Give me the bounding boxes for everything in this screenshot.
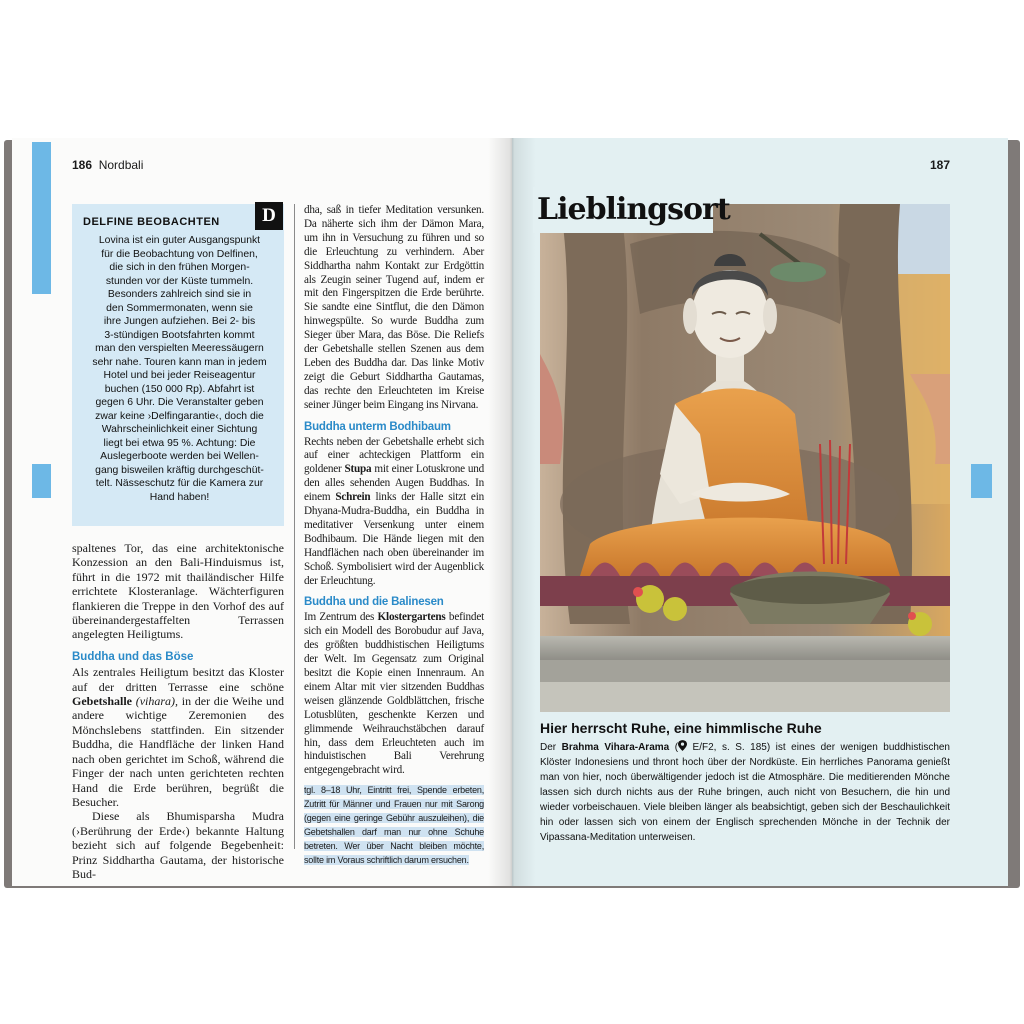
infobox-line: Auslegerboote werden bei Wellen-	[100, 451, 259, 462]
paragraph-klostergarten: Im Zentrum des Klostergartens befindet sich ein Modell des Borobudur auf Java, des größten buddhistischen Heiligtums der Welt. Im Gegensatz zum Original besitzt die Kopie einen Innenraum. An einem Altar mit vier sitzenden Buddhas weisen glänzende Goldblättchen, frische Lotusblüten, geschenkte Kerzen und glimmende Weihrauchstäbchen darauf hin, dass dem Erleuchteten auch im hinduistischen Bali Verehrung entgegengebracht wird.	[304, 611, 484, 777]
infobox-line: für die Beobachtung von Delfinen,	[101, 248, 258, 260]
infobox-line: stunden vor der Küste tummeln.	[105, 275, 254, 287]
infobox-line: liegt bei etwa 95 %. Achtung: Die	[103, 437, 256, 449]
thumb-tab-top	[32, 142, 51, 294]
infobox-line: man den verspielten Meeressäugern	[95, 343, 264, 354]
thumb-tab-middle	[32, 464, 51, 498]
infobox-line: buchen (150 000 Rp). Abfahrt ist	[104, 383, 255, 395]
heading-bodhibaum: Buddha unterm Bodhibaum	[304, 420, 451, 433]
lieblingsort-banner: Lieblingsort	[533, 187, 713, 233]
page-number-right: 187	[930, 158, 951, 172]
paragraph-mara: dha, saß in tiefer Meditation versunken. Da näherte sich ihm der Dämon Mara, um ihn in Versuchung zu führen und so die Erleuchtung zu verhindern. Aber Siddhartha nahm Kontakt zur Erdgöttin als Zeugin seiner Tugend auf, indem er mit den Fingerspitzen die Erde berührte. Sie sandte eine Sintflut, die den Dämon hinwegspülte. So wurde Buddha zum Sieger über Mara, das Böse. Die Reliefs der Gebetshalle stellen Szenen aus dem Leben des Buddha dar. Das linke Motiv zeigt die Geburt Siddhartha Gautamas, das rechte den Erleuchteten im Kreise seiner Jünger beim Eingang ins Nirvana.	[304, 204, 484, 411]
infobox-line: Wahrscheinlichkeit einer Sichtung	[101, 424, 258, 435]
page-number-left: 186	[72, 158, 93, 172]
infobox-dolphins	[72, 204, 284, 526]
place-name: Brahma Vihara-Arama	[561, 742, 670, 753]
heading-balinesen: Buddha und die Balinesen	[304, 596, 444, 609]
paragraph-stupa: Rechts neben der Gebetshalle erhebt sich auf einer achteckigen Plattform ein goldener Stupa mit einer Lotuskrone und den alles sehenden Augen Buddhas. In einem Schrein links der Halle sitzt ein Dhyana-Mudra-Buddha, ein Buddha in meditativer Versenkung unter einem Bodhibaum. Die Hände liegen mit den Handflächen nach oben übereinander im Schoß. Symbolisiert wird der Augenblick der Erleuchtung.	[304, 435, 484, 587]
heading-buddha-boese: Buddha und das Böse	[72, 650, 194, 663]
buddha-photo	[540, 204, 950, 712]
infobox-line: die sich in den frühen Morgen-	[109, 262, 250, 273]
buddha-statue-image	[540, 204, 950, 712]
infobox-line: Lovina ist ein guter Ausgangspunkt	[98, 235, 261, 246]
paragraph-mudra: Diese als Bhumisparsha Mudra (›Berührung der Erde‹) bekannte Haltung bezieht sich auf folgende Begebenheit: Prinz Siddhartha Gautama, der historische Bud-	[72, 809, 284, 881]
thumb-tab-right	[971, 464, 992, 498]
left-folio	[72, 158, 143, 172]
section-title: Nordbali	[98, 158, 144, 172]
map-pin-icon	[678, 740, 687, 751]
caption-text: Der Brahma Vihara-Arama ( E/F2, s. S. 185) ist eines der wenigen buddhistischen Klöster Indonesiens und thront hoch über der Nordküste. Ein herrliches Panorama genießt man von hier, noch überwältigender jedoch ist die Atmosphäre. Die meditierenden Mönche lassen sich durch nichts aus der Ruhe bringen, auch nicht von Besuchern, die hin und wieder vorbeischauen. Viele bleiben länger als beabsichtigt, geben sich der Beschaulichkeit hin oder lassen sich von einem der Englisch sprechenden Mönche in der Technik der Vipassana-Meditation unterweisen.	[540, 742, 950, 843]
infobox-line: den Sommermonaten, wenn sie	[106, 302, 253, 314]
book-spine-shadow	[488, 138, 536, 886]
map-reference: E/F2, s. S. 185)	[687, 742, 771, 753]
infobox-text	[83, 234, 276, 504]
infobox-title: DELFINE BEOBACHTEN	[83, 216, 220, 228]
infobox-line: gang bisweilen kräftig durchgeschüt-	[95, 464, 264, 476]
infobox-line: Hand haben!	[149, 491, 210, 503]
column-right	[304, 204, 484, 868]
infobox-line: 3-stündigen Bootsfahrten kommt	[104, 329, 255, 341]
right-folio	[930, 158, 950, 172]
infobox-badge: D	[255, 202, 283, 230]
infobox-line: Hotel und bei jeder Reiseagentur	[103, 370, 256, 381]
column-left	[72, 541, 284, 881]
caption-title: Hier herrscht Ruhe, eine himmlische Ruhe	[540, 720, 822, 736]
opening-hours: tgl. 8–18 Uhr, Eintritt frei, Spende erbeten, Zutritt für Männer und Frauen nur mit Sarong (gegen eine geringe Gebühr auszuleihen), die Gebetshallen darf man nur ohne Schuhe betreten. Wer über Nacht bleiben möchte, sollte im Voraus schriftlich darum ersuchen.	[304, 785, 484, 865]
column-divider	[294, 204, 295, 849]
infobox-line: gegen 6 Uhr. Die Veranstalter geben	[95, 397, 264, 408]
infobox-line: ihre Jungen aufziehen. Bei 2- bis	[103, 316, 256, 327]
infobox-line: telt. Nässeschutz für die Kamera zur	[95, 478, 264, 489]
paragraph-gebetshalle: Als zentrales Heiligtum besitzt das Kloster auf der dritten Terrasse eine schöne Gebetshalle (vihara), in der die Weihe und andere wichtige Zeremonien des Mönchslebens stattfinden. Ein sitzender Buddha, die Handfläche der linken Hand nach oben gerichtet im Schoß, während die Finger der nach unten gerichteten rechten Hand die Erde berühren, begrüßt die Besucher.	[72, 665, 284, 809]
infobox-line: zwar keine ›Delfingarantie‹, doch die	[95, 410, 264, 422]
infobox-line: sehr nahe. Touren kann man in jedem	[92, 356, 267, 368]
paragraph-intro: spaltenes Tor, das eine architektonische Konzession an den Bali-Hinduismus ist, führt in die 1972 mit thailändischer Hilfe errichtete Klosteranlage. Wächterfiguren flankieren die Treppe in den Vorhof des auf übereinandergestaffelten Terrassen angelegten Heiligtums.	[72, 541, 284, 642]
infobox-line: Besonders zahlreich sind sie in	[107, 289, 252, 300]
